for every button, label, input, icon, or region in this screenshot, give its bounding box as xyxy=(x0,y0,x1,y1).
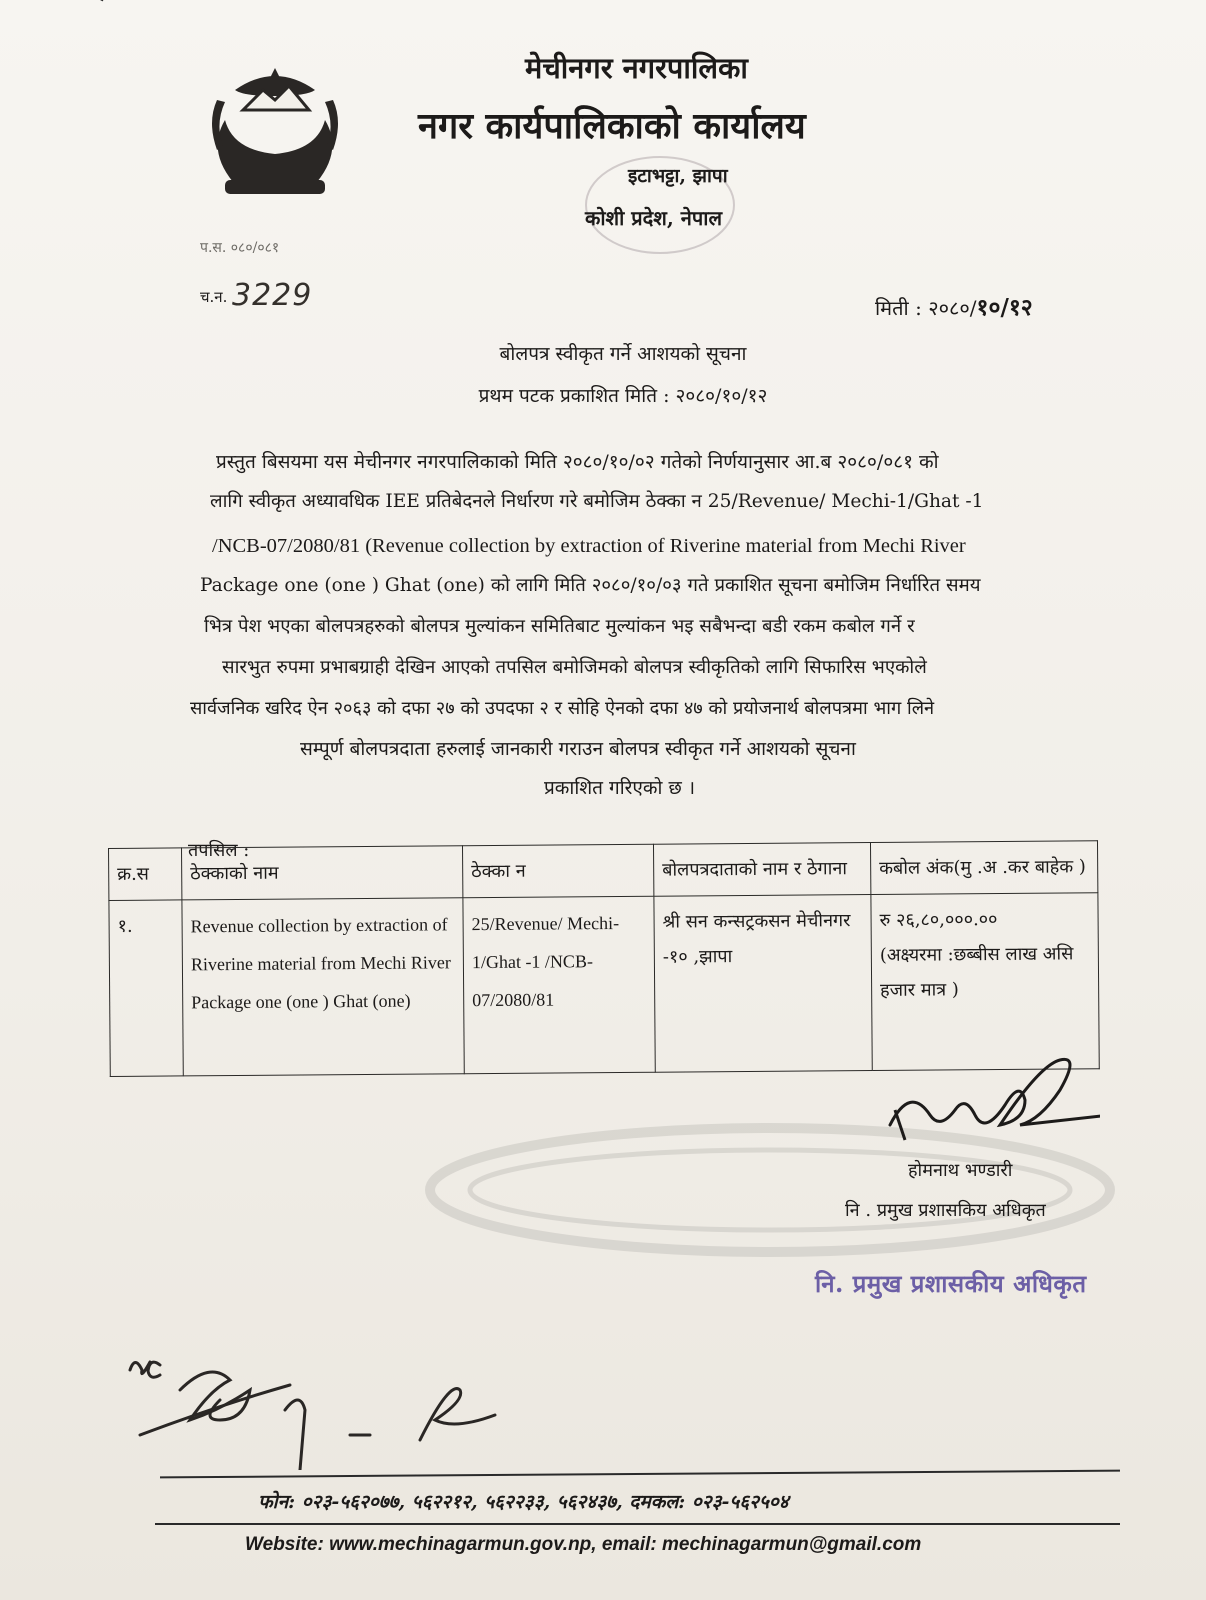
body-line-9: प्रकाशित गरिएको छ । xyxy=(544,777,696,799)
col-header-contract-name: ठेक्काको नाम xyxy=(182,846,463,900)
nepal-emblem-icon xyxy=(195,60,355,210)
body-line-8: सम्पूर्ण बोलपत्रदाता हरुलाई जानकारी गराउन बोलपत्र स्वीकृत गर्ने आशयको सूचना xyxy=(300,738,856,760)
date-printed: २०८०/ xyxy=(928,296,977,320)
office-name: नगर कार्यपालिकाको कार्यालय xyxy=(418,105,806,147)
body-line-5: भित्र पेश भएका बोलपत्रहरुको बोलपत्र मुल्यांकन समितिबाट मुल्यांकन भइ सबैभन्दा बडी रकम कबोल गर्ने र xyxy=(204,616,915,637)
date-handwritten: १०/१२ xyxy=(976,294,1033,321)
dispatch-number-handwritten: 3229 xyxy=(232,278,313,313)
amount-in-words: (अक्ष्यरमा :छब्बीस लाख असि हजार मात्र ) xyxy=(879,943,1074,1002)
signatory-title: नि . प्रमुख प्रशासकिय अधिकृत xyxy=(845,1200,1046,1221)
address-city: इटाभट्टा, झापा xyxy=(628,165,728,187)
col-header-bidder: बोलपत्रदाताको नाम र ठेगाना xyxy=(653,843,870,897)
footer-phone: फोन: ०२३-५६२०७७, ५६२२१२, ५६२२३३, ५६२४३७, दमकल: ०२३-५६२५०४ xyxy=(258,1491,789,1513)
amount-figure: रु २६,८०,०००.०० xyxy=(879,909,998,932)
body-line-7: सार्वजनिक खरिद ऐन २०६३ को दफा २७ को उपदफा २ र सोहि ऐनको दफा ४७ को प्रयोजनार्थ बोलपत्रमा भाग लिने xyxy=(190,698,935,719)
ref-value: ०८०/०८१ xyxy=(230,240,280,256)
table-header-row xyxy=(109,841,1098,901)
footer-website-email: Website: www.mechinagarmun.gov.np, email: mechinagarmun@gmail.com xyxy=(245,1534,922,1555)
tapasil-label: तपसिल : xyxy=(188,840,250,861)
cell-contract-name: Revenue collection by extraction of Riverine material from Mechi River Package one (one ) Ghat (one) xyxy=(182,898,464,1076)
cell-bidder: श्री सन कन्सट्रकसन मेचीनगर -१० ,झापा xyxy=(654,895,872,1073)
body-line-1: प्रस्तुत बिसयमा यस मेचीनगर नगरपालिकाको मिति २०८०/१०/०२ गतेको निर्णयानुसार आ.ब २०८०/०८१ को xyxy=(216,451,939,473)
col-header-contract-no: ठेक्का न xyxy=(462,844,653,898)
footer-divider-top xyxy=(160,1470,1120,1479)
handwritten-note-icon xyxy=(120,1350,620,1470)
cell-contract-no: 25/Revenue/ Mechi-1/Ghat -1 /NCB-07/2080/81 xyxy=(463,896,655,1073)
cell-sn: १. xyxy=(109,900,183,1077)
col-header-amount: कबोल अंक(मु .अ .कर बाहेक ) xyxy=(870,841,1097,895)
letter-date xyxy=(875,290,1033,322)
signature-icon xyxy=(880,1050,1100,1160)
notice-title: बोलपत्र स्वीकृत गर्ने आशयको सूचना xyxy=(499,343,747,365)
dispatch-number-label: च.न. xyxy=(200,288,228,306)
designation-stamp: नि. प्रमुख प्रशासकीय अधिकृत xyxy=(815,1269,1087,1298)
cell-amount xyxy=(871,893,1099,1071)
body-line-2: लागि स्वीकृत अध्यावधिक IEE प्रतिबेदनले निर्धारण गरे बमोजिम ठेक्का न 25/Revenue/ Mechi-1/Ghat -1 xyxy=(210,491,984,512)
ref-label: प.स. xyxy=(200,240,227,256)
address-province: कोशी प्रदेश, नेपाल xyxy=(585,206,723,230)
col-header-sn: क्र.स xyxy=(109,848,182,901)
paper-fold-mark xyxy=(100,0,136,1)
body-line-4: Package one (one ) Ghat (one) को लागि मिति २०८०/१०/०३ गते प्रकाशित सूचना बमोजिम निर्धारित समय xyxy=(200,575,981,596)
signatory-name: होमनाथ भण्डारी xyxy=(908,1160,1013,1181)
municipality-name: मेचीनगर नगरपालिका xyxy=(525,51,748,85)
body-line-3: /NCB-07/2080/81 (Revenue collection by extraction of Riverine material from Mechi River xyxy=(212,535,966,557)
footer-divider-bottom xyxy=(155,1523,1120,1525)
date-label: मिती : xyxy=(875,296,922,320)
first-published-date: प्रथम पटक प्रकाशित मिति : २०८०/१०/१२ xyxy=(478,385,768,407)
bid-details-table xyxy=(108,840,1100,1077)
letter-ref-number xyxy=(200,238,279,257)
body-line-6: सारभुत रुपमा प्रभाबग्राही देखिन आएको तपसिल बमोजिमको बोलपत्र स्वीकृतिको लागि सिफारिस भएकोले xyxy=(222,657,927,678)
